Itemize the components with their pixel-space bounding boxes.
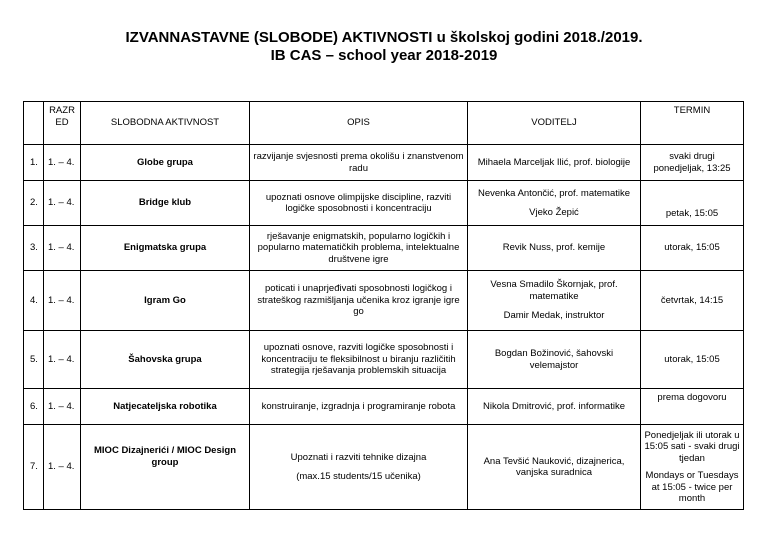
row-aktivnost: Globe grupa — [81, 145, 250, 181]
row-termin: utorak, 15:05 — [641, 331, 744, 389]
row-termin: utorak, 15:05 — [641, 226, 744, 271]
row-termin — [641, 425, 744, 510]
row-razred: 1. – 4. — [44, 181, 81, 226]
table-row — [24, 145, 744, 181]
row-voditelj: Bogdan Božinović, šahovski velemajstor — [468, 331, 641, 389]
table-row — [24, 271, 744, 331]
row-voditelj-line1: Nevenka Antončić, prof. matematike — [477, 187, 631, 199]
row-voditelj — [468, 181, 641, 226]
table-row — [24, 181, 744, 226]
row-opis: upoznati osnove olimpijske discipline, razviti logičke sposobnosti i koncentraciju — [250, 181, 468, 226]
row-aktivnost: Natjecateljska robotika — [81, 389, 250, 425]
row-aktivnost: Bridge klub — [81, 181, 250, 226]
row-opis: poticati i unaprjeđivati sposobnosti logičkog i strateškog razmišljanja učenika kroz igranje igre go — [250, 271, 468, 331]
row-aktivnost: MIOC Dizajnerići / MIOC Design group — [81, 425, 250, 510]
row-opis-line2: (max.15 students/15 učenika) — [296, 471, 421, 482]
row-num: 4. — [24, 271, 44, 331]
row-termin: svaki drugi ponedjeljak, 13:25 — [641, 145, 744, 181]
row-opis-line1: Upoznati i razviti tehnike dizajna — [290, 451, 427, 463]
row-opis: rješavanje enigmatskih, popularno logičkih i popularno matematičkih problema, intelektualne društvene igre — [250, 226, 468, 271]
row-termin: petak, 15:05 — [641, 181, 744, 226]
row-voditelj: Nikola Dmitrović, prof. informatike — [468, 389, 641, 425]
row-voditelj: Mihaela Marceljak Ilić, prof. biologije — [468, 145, 641, 181]
row-termin: četvrtak, 14:15 — [641, 271, 744, 331]
table-row — [24, 331, 744, 389]
header-voditelj: VODITELJ — [468, 102, 641, 145]
row-aktivnost: Igram Go — [81, 271, 250, 331]
header-razred: RAZR ED — [44, 102, 81, 145]
row-num: 3. — [24, 226, 44, 271]
row-termin: prema dogovoru — [641, 389, 744, 425]
row-voditelj-line2: Vjeko Žepić — [529, 207, 579, 218]
row-razred: 1. – 4. — [44, 226, 81, 271]
table-row — [24, 425, 744, 510]
row-razred: 1. – 4. — [44, 331, 81, 389]
table-header-row — [24, 102, 744, 145]
row-razred: 1. – 4. — [44, 389, 81, 425]
header-aktivnost: SLOBODNA AKTIVNOST — [81, 102, 250, 145]
row-voditelj: Revik Nuss, prof. kemije — [468, 226, 641, 271]
row-razred: 1. – 4. — [44, 271, 81, 331]
row-razred: 1. – 4. — [44, 425, 81, 510]
row-opis: upoznati osnove, razviti logičke sposobnosti i koncentraciju te fleksibilnost u biranju različitih strategija rješavanja problemskih situacija — [250, 331, 468, 389]
activities-table — [23, 101, 744, 510]
row-opis — [250, 425, 468, 510]
row-termin-line2: Mondays or Tuesdays at 15:05 - twice per month — [645, 470, 739, 504]
row-voditelj: Ana Tevšić Nauković, dizajnerica, vanjska suradnica — [468, 425, 641, 510]
row-razred: 1. – 4. — [44, 145, 81, 181]
row-opis: konstruiranje, izgradnja i programiranje robota — [250, 389, 468, 425]
row-opis: razvijanje svjesnosti prema okolišu i znanstvenom radu — [250, 145, 468, 181]
page-subtitle: IB CAS – school year 2018-2019 — [270, 47, 498, 64]
table-row — [24, 389, 744, 425]
row-aktivnost: Enigmatska grupa — [81, 226, 250, 271]
row-num: 6. — [24, 389, 44, 425]
page-title: IZVANNASTAVNE (SLOBODE) AKTIVNOSTI u školskoj godini 2018./2019. — [125, 29, 643, 46]
row-num: 5. — [24, 331, 44, 389]
row-aktivnost: Šahovska grupa — [81, 331, 250, 389]
table-row — [24, 226, 744, 271]
row-num: 7. — [24, 425, 44, 510]
row-voditelj-line1: Vesna Smadilo Škornjak, prof. matematike — [490, 279, 618, 302]
header-opis: OPIS — [250, 102, 468, 145]
row-voditelj — [468, 271, 641, 331]
row-num: 2. — [24, 181, 44, 226]
row-termin-line1: Ponedjeljak ili utorak u 15:05 sati - svaki drugi tjedan — [644, 429, 740, 464]
row-num: 1. — [24, 145, 44, 181]
header-num — [24, 102, 44, 145]
header-termin: TERMIN — [641, 102, 744, 145]
row-voditelj-line2: Damir Medak, instruktor — [503, 310, 605, 322]
